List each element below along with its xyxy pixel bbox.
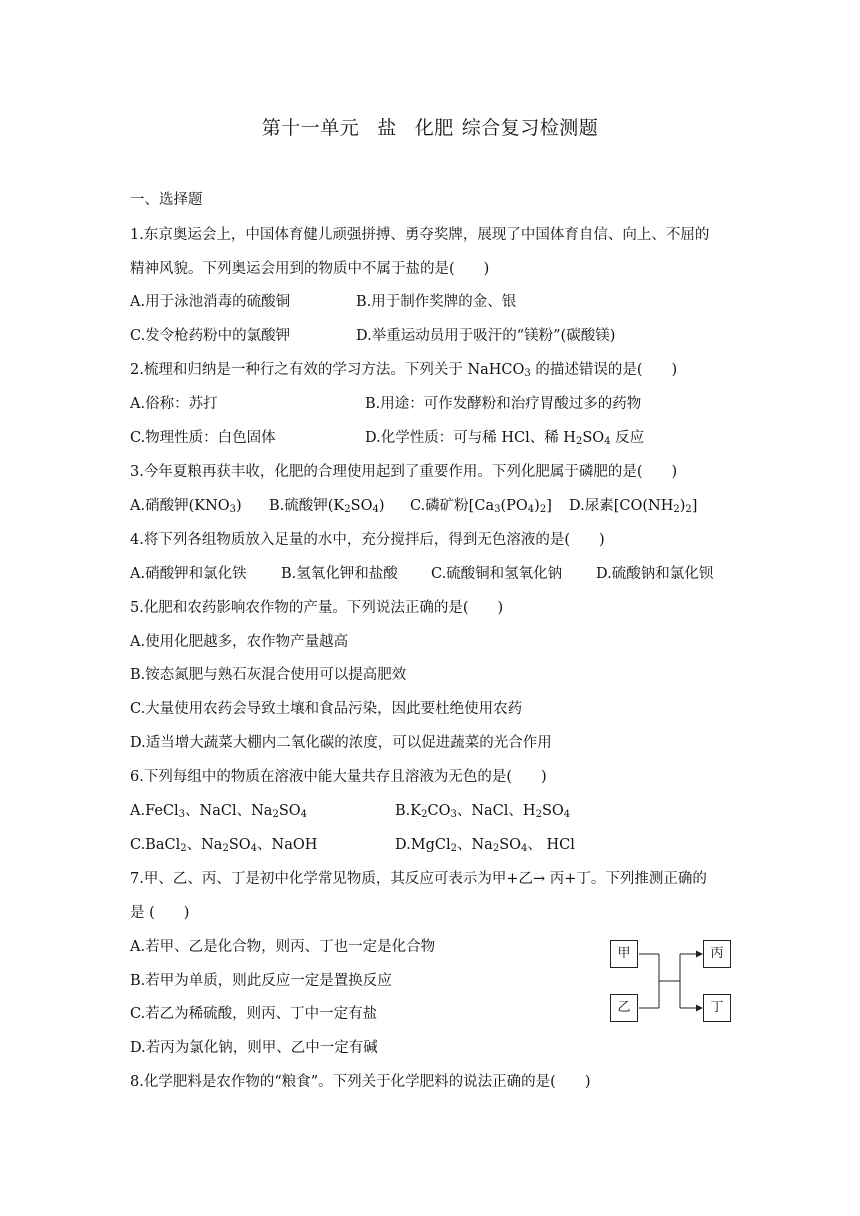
q1-option-d: D.举重运动员用于吸汗的“镁粉”(碳酸镁) (356, 328, 616, 344)
q1-stem-line2: 精神风貌。下列奥运会用到的物质中不属于盐的是( ) (130, 261, 490, 277)
q8-stem: 8.化学肥料是农作物的“粮食”。下列关于化学肥料的说法正确的是( ) (130, 1074, 591, 1090)
q4-option-a: A.硝酸钾和氯化铁 (130, 566, 247, 582)
q1-stem-line1: 1.东京奥运会上，中国体育健儿顽强拼搏、勇夺奖牌，展现了中国体育自信、向上、不屈的 (130, 227, 710, 243)
q1-option-a: A.用于泳池消毒的硫酸铜 (130, 294, 291, 310)
diagram-box-yi: 乙 (610, 994, 638, 1022)
title-part4: 综合复习检测题 (461, 117, 599, 139)
q2-option-a: A.俗称：苏打 (130, 396, 218, 412)
q5-stem: 5.化肥和农药影响农作物的产量。下列说法正确的是( ) (130, 600, 504, 616)
q2-option-c: C.物理性质：白色固体 (130, 430, 276, 446)
q7-stem-line2: 是 ( ) (130, 905, 190, 921)
q6-option-b: $B.K_2CO_3$、NaCl、$H_2SO_4$ (395, 803, 571, 820)
q7-stem-line1: 7.甲、乙、丙、丁是初中化学常见物质，其反应可表示为甲+乙→ 丙+丁。下列推测正确的 (130, 871, 707, 887)
q5-option-a: A.使用化肥越多，农作物产量越高 (130, 634, 349, 650)
q6-option-a: A.FeCl$_3$、NaCl、$Na_2SO_4$ (130, 803, 308, 820)
q6-stem: 6.下列每组中的物质在溶液中能大量共存且溶液为无色的是( ) (130, 769, 547, 785)
q3-option-b: B.硫酸钾$(K_2SO_4)$ (269, 498, 385, 515)
q2-stem: 2.梳理和归纳是一种行之有效的学习方法。下列关于 NaHCO$_3$ 的描述错误的是( ) (130, 362, 678, 379)
q1-option-c: C.发令枪药粉中的氯酸钾 (130, 328, 291, 344)
q2-option-b: B.用途：可作发酵粉和治疗胃酸过多的药物 (365, 396, 642, 412)
q5-option-d: D.适当增大蔬菜大棚内二氧化碳的浓度，可以促进蔬菜的光合作用 (130, 735, 552, 751)
diagram-box-jia: 甲 (610, 940, 638, 968)
q1-option-b: B.用于制作奖牌的金、银 (356, 294, 517, 310)
q4-stem: 4.将下列各组物质放入足量的水中，充分搅拌后，得到无色溶液的是( ) (130, 532, 605, 548)
reaction-diagram (610, 937, 735, 1027)
q5-option-c: C.大量使用农药会导致土壤和食品污染，因此要杜绝使用农药 (130, 701, 523, 717)
arrowhead-icon (696, 1005, 703, 1012)
q3-stem: 3.今年夏粮再获丰收，化肥的合理使用起到了重要作用。下列化肥属于磷肥的是( ) (130, 464, 678, 480)
title-part3: 化肥 (414, 117, 454, 139)
q3-option-c: C.磷矿粉$[Ca_3(PO_4)_2]$ (410, 498, 552, 515)
q4-option-b: B.氢氧化钾和盐酸 (281, 566, 398, 582)
q3-option-a: A.硝酸钾$(KNO_3)$ (130, 498, 242, 515)
arrowhead-icon (696, 951, 703, 958)
q3-option-d: D.尿素$[CO(NH_2)_2]$ (569, 498, 698, 515)
q7-option-c: C.若乙为稀硫酸，则丙、丁中一定有盐 (130, 1006, 378, 1022)
q2-option-d: D.化学性质：可与稀 HCl、稀 $H_2SO_4$ 反应 (365, 430, 645, 447)
q7-option-a: A.若甲、乙是化合物，则丙、丁也一定是化合物 (130, 939, 436, 955)
q6-option-d: D.MgCl$_2$、$Na_2SO_4$、 HCl (395, 837, 575, 854)
section-heading: 一、选择题 (130, 192, 203, 208)
title-part1: 第十一单元 (261, 117, 360, 139)
q7-option-d: D.若丙为氯化钠，则甲、乙中一定有碱 (130, 1040, 378, 1056)
q7-option-b: B.若甲为单质，则此反应一定是置换反应 (130, 973, 392, 989)
q4-option-d: D.硫酸钠和氯化钡 (596, 566, 714, 582)
q5-option-b: B.铵态氮肥与熟石灰混合使用可以提高肥效 (130, 667, 407, 683)
q4-option-c: C.硫酸铜和氢氧化钠 (431, 566, 563, 582)
page-title (0, 113, 860, 140)
q6-option-c: C.BaCl$_2$、$Na_2SO_4$、NaOH (130, 837, 318, 854)
diagram-box-bing: 丙 (703, 940, 731, 968)
diagram-box-ding: 丁 (703, 994, 731, 1022)
title-part2: 盐 (377, 117, 397, 139)
